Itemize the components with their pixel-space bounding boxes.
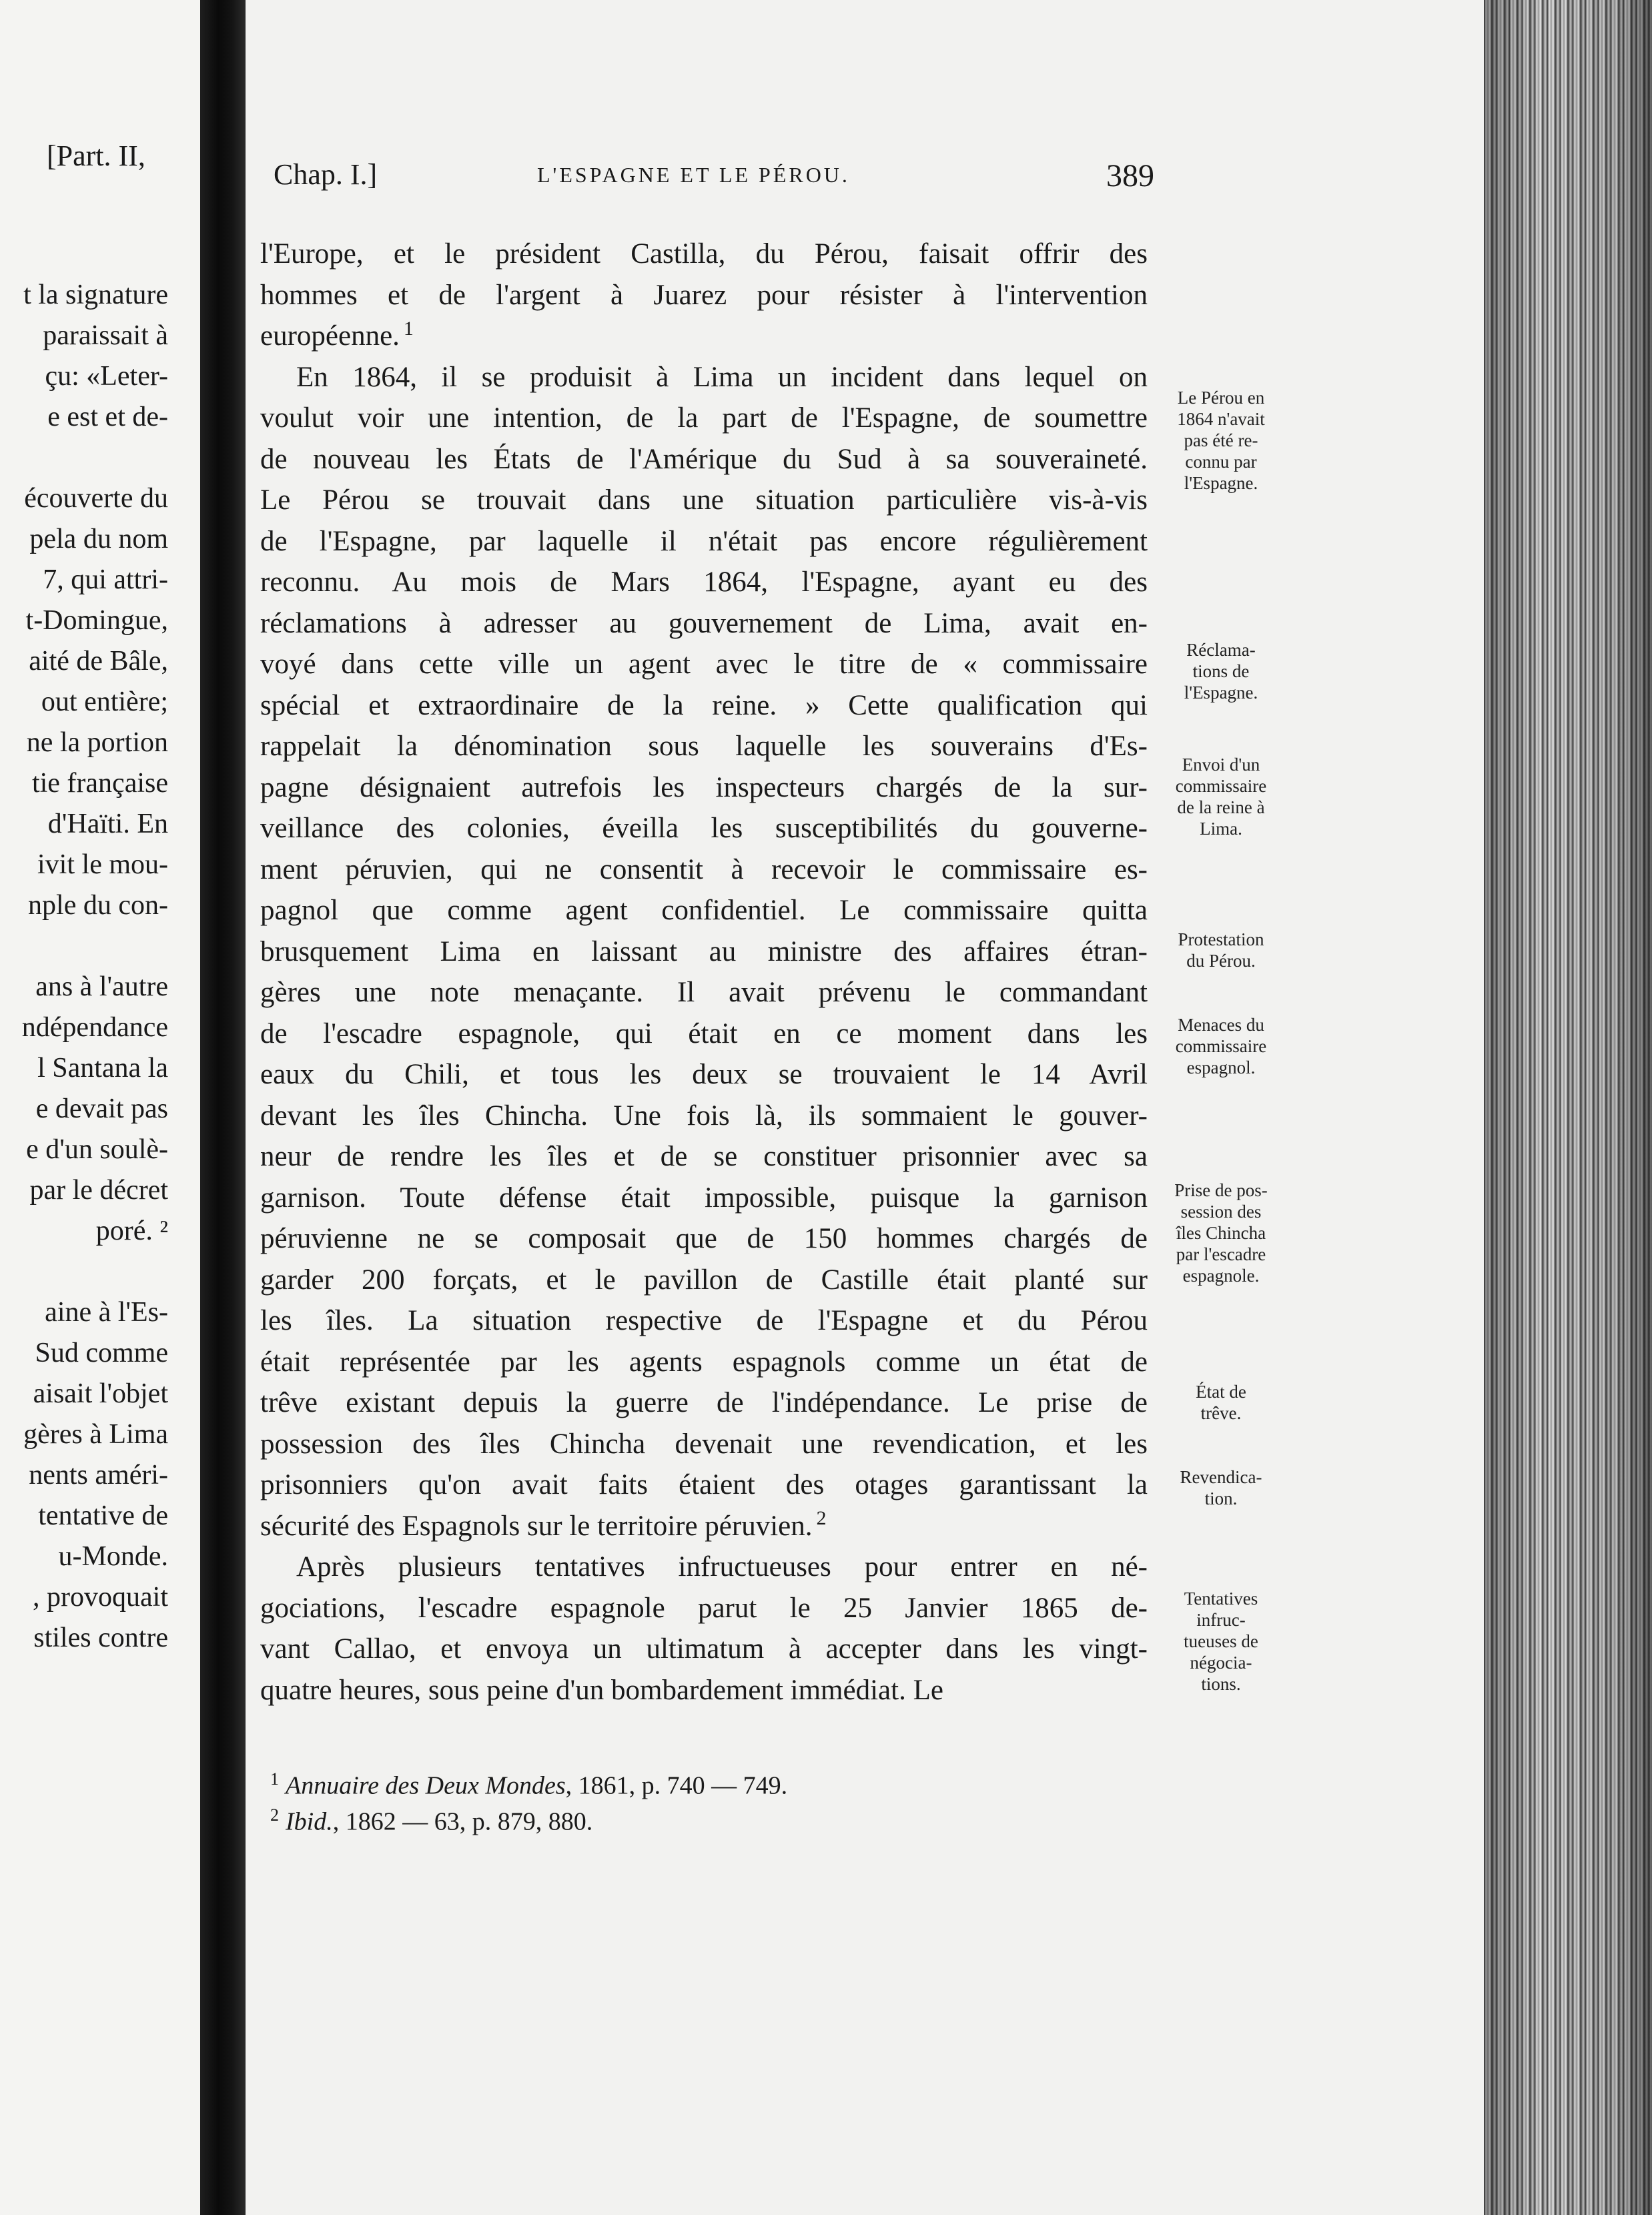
left-page-line: ivit le mou- [37,849,168,880]
text-line [260,890,1148,931]
text-line-content: ment péruvien, qui ne consentit à recevoir le commissaire es- [260,853,1148,885]
margin-note [1148,1588,1294,1695]
left-page-line: l Santana la [37,1053,168,1083]
text-line [260,808,1148,849]
margin-note-line: du Pérou. [1186,951,1256,971]
left-page-line: out entière; [41,687,168,717]
left-page-line: aisait l'objet [33,1378,168,1409]
margin-note [1148,929,1294,971]
text-line [260,275,1148,316]
left-page-text [22,275,168,1659]
footnote-reference: , 1862 — 63, p. 879, 880. [332,1807,593,1836]
text-line [260,931,1148,973]
margin-note-line: tions. [1201,1674,1241,1694]
text-line [260,849,1148,891]
margin-note-line: Menaces du [1178,1015,1264,1035]
margin-note-line: 1864 n'avait [1177,409,1265,429]
text-line [260,234,1148,275]
margin-note-line: Prise de pos- [1174,1180,1268,1200]
text-line [260,521,1148,562]
text-line-content: pagne désignaient autrefois les inspecteurs chargés de la sur- [260,771,1148,803]
margin-note-line: trêve. [1200,1403,1242,1423]
footnote-number: 2 [270,1805,279,1825]
text-line [260,603,1148,644]
margin-note-line: l'Espagne. [1184,683,1258,703]
left-page-line: , provoquait [33,1582,168,1613]
left-page-line: ndépendance [21,1012,168,1043]
footnote-source: Annuaire des Deux Mondes [286,1771,566,1800]
footnote-source: Ibid. [286,1807,333,1836]
footnote-ref: 2 [816,1507,827,1530]
page-number: 389 [1106,158,1154,193]
text-line-content: l'Europe, et le président Castilla, du Pérou, faisait offrir des [260,238,1148,270]
text-line-content: Après plusieurs tentatives infructueuses pour entrer en né- [296,1551,1148,1583]
left-page-line: poré. ² [95,1216,168,1246]
text-line [260,1095,1148,1137]
text-line [260,1178,1148,1219]
text-line-content: gères une note menaçante. Il avait prévenu le commandant [260,977,1148,1008]
left-page-line: 7, qui attri- [43,564,168,595]
text-line-content: garnison. Toute défense était impossible, puisque la garnison [260,1182,1148,1214]
text-line-content: garder 200 forçats, et le pavillon de Castille était planté sur [260,1264,1148,1296]
margin-note-line: Envoi d'un [1182,755,1260,775]
left-page-line: aité de Bâle, [29,646,168,677]
text-line [260,1382,1148,1424]
left-page [0,0,200,2215]
text-line [260,1629,1148,1670]
left-page-line: Sud comme [35,1338,168,1368]
text-line [260,1588,1148,1629]
left-page-line: stiles contre [33,1623,168,1653]
margin-note-line: l'Espagne. [1184,473,1258,493]
text-line [260,685,1148,727]
text-line-content: reconnu. Au mois de Mars 1864, l'Espagne, ayant eu des [260,566,1148,598]
text-line [260,1260,1148,1301]
footnote-number: 1 [270,1769,279,1789]
left-page-line: e d'un soulè- [26,1134,168,1165]
text-line-content: brusquement Lima en laissant au ministre des affaires étran- [260,935,1148,967]
text-line-content: réclamations à adresser au gouvernement de Lima, avait en- [260,607,1148,639]
text-line-content: rappelait la dénomination sous laquelle les souverains d'Es- [260,731,1148,762]
margin-note-line: infruc- [1196,1610,1246,1630]
left-page-line: tie française [31,768,168,799]
text-line [260,1300,1148,1342]
left-page-line [22,438,168,478]
left-page-line: nple du con- [28,890,168,921]
left-page-line: d'Haïti. En [47,809,168,839]
text-line [260,480,1148,521]
text-line-content: possession des îles Chincha devenait une revendication, et les [260,1428,1148,1460]
text-line-content: trêve existant depuis la guerre de l'indépendance. Le prise de [260,1387,1148,1418]
footnote [270,1797,1138,1836]
left-page-line: écouverte du [24,483,168,514]
text-line-content: sécurité des Espagnols sur le territoire péruvien. [260,1510,813,1542]
margin-note [1148,387,1294,494]
text-line [260,644,1148,685]
text-line [260,1506,1148,1547]
margin-note [1148,754,1294,839]
margin-note-line: tueuses de [1184,1631,1258,1651]
footnotes [270,1761,1138,1836]
text-line [260,398,1148,439]
margin-note-line: commissaire [1175,1036,1267,1056]
text-line [260,1054,1148,1095]
margin-note-line: connu par [1185,452,1257,472]
text-line-content: veillance des colonies, éveilla les susceptibilités du gouverne- [260,813,1148,844]
running-title: L'ESPAGNE ET LE PÉROU. [537,163,850,187]
text-line [260,1136,1148,1178]
left-page-line: t-Domingue, [25,605,168,636]
footnote-ref: 1 [403,317,414,340]
text-line [260,357,1148,398]
text-line-content: était représentée par les agents espagnols comme un état de [260,1346,1148,1378]
left-page-line: çu: «Leter- [45,361,168,392]
footnote-reference: , 1861, p. 740 — 749. [565,1771,788,1800]
text-line [260,439,1148,480]
left-page-line: ans à l'autre [35,971,168,1002]
text-line-content: de nouveau les États de l'Amérique du Sud à sa souveraineté. [260,443,1148,475]
text-line [260,316,1148,357]
margin-note-line: négocia- [1190,1653,1252,1673]
text-line [260,767,1148,809]
margin-note-line: tion. [1204,1488,1238,1508]
margin-note-line: espagnole. [1182,1266,1260,1286]
text-line-content: vant Callao, et envoya un ultimatum à accepter dans les vingt- [260,1633,1148,1665]
margin-note-line: Tentatives [1184,1589,1258,1609]
left-page-line: aine à l'Es- [45,1297,168,1328]
text-line [260,1218,1148,1260]
margin-note-line: de la reine à [1177,797,1265,817]
text-line-content: devant les îles Chincha. Une fois là, ils sommaient le gouver- [260,1099,1148,1132]
text-line-content: voulut voir une intention, de la part de l'Espagne, de soumettre [260,402,1148,434]
left-page-line: e devait pas [35,1093,168,1124]
text-line-content: les îles. La situation respective de l'Espagne et du Pérou [260,1305,1148,1336]
left-page-line: u-Monde. [58,1541,168,1572]
chapter-label: Chap. I.] [274,158,378,191]
text-line [260,726,1148,767]
text-line-content: hommes et de l'argent à Juarez pour résister à l'intervention [260,279,1148,311]
text-line-content: neur de rendre les îles et de se constituer prisonnier avec sa [260,1141,1148,1172]
text-line-content: pagnol que comme agent confidentiel. Le commissaire quitta [260,895,1148,926]
margin-note-line: Protestation [1178,929,1264,949]
footnote [270,1761,1138,1800]
text-line-content: En 1864, il se produisit à Lima un incident dans lequel on [296,361,1148,393]
margin-note [1148,1381,1294,1424]
margin-note-line: tions de [1192,661,1250,681]
margin-note-line: espagnol. [1186,1057,1256,1077]
text-line-content: de l'escadre espagnole, qui était en ce moment dans les [260,1017,1148,1049]
margin-note-line: commissaire [1175,776,1267,796]
running-head [274,157,1154,197]
left-page-line: ne la portion [26,727,168,758]
left-page-line [22,1252,168,1292]
margin-note-line: Réclama- [1186,640,1256,660]
left-page-line: nents améri- [29,1460,168,1490]
left-page-line: tentative de [38,1500,168,1531]
left-page-line: e est et de- [47,402,168,432]
text-line-content: de l'Espagne, par laquelle il n'était pas encore régulièrement [260,525,1148,557]
margin-note-line: Le Pérou en [1177,388,1265,408]
text-line-content: eaux du Chili, et tous les deux se trouvaient le 14 Avril [260,1059,1148,1090]
text-line-content: spécial et extraordinaire de la reine. » Cette qualification qui [260,689,1148,721]
left-page-line: gères à Lima [23,1419,168,1450]
margin-note-line: par l'escadre [1176,1244,1266,1264]
book-gutter [200,0,246,2215]
margin-note-line: îles Chincha [1176,1223,1266,1243]
text-line-content: gociations, l'escadre espagnole parut le 25 Janvier 1865 de- [260,1592,1148,1624]
left-page-line: par le décret [29,1175,168,1206]
left-page-line [22,926,168,967]
text-line [260,1013,1148,1055]
margin-note-line: session des [1180,1202,1262,1222]
text-line [260,1342,1148,1383]
text-line-content: quatre heures, sous peine d'un bombardement immédiat. Le [260,1674,943,1706]
margin-note-line: État de [1196,1382,1246,1402]
margin-note [1148,639,1294,703]
text-line [260,1464,1148,1506]
text-line [260,1670,1148,1711]
text-line [260,1424,1148,1465]
margin-note [1148,1180,1294,1286]
margin-note-line: Lima. [1200,819,1242,839]
body-text [260,234,1148,1711]
margin-note-line: pas été re- [1184,430,1258,450]
left-page-line: pela du nom [29,524,168,554]
left-page-line: paraissait à [43,320,168,351]
text-line-content: voyé dans cette ville un agent avec le titre de « commissaire [260,648,1148,680]
margin-note [1148,1466,1294,1509]
text-line [260,1546,1148,1588]
text-line [260,972,1148,1013]
text-line-content: prisonniers qu'on avait faits étaient des otages garantissant la [260,1469,1148,1500]
text-line-content: Le Pérou se trouvait dans une situation particulière vis-à-vis [260,484,1148,516]
text-line-content: péruvienne ne se composait que de 150 hommes chargés de [260,1223,1148,1254]
margin-note-line: Revendica- [1180,1467,1262,1487]
left-page-header: [Part. II, [47,139,145,172]
text-line [260,562,1148,603]
margin-note [1148,1014,1294,1078]
left-page-line: t la signature [23,280,168,310]
page-edges-shade [1484,0,1652,2215]
text-line-content: européenne. [260,320,400,352]
